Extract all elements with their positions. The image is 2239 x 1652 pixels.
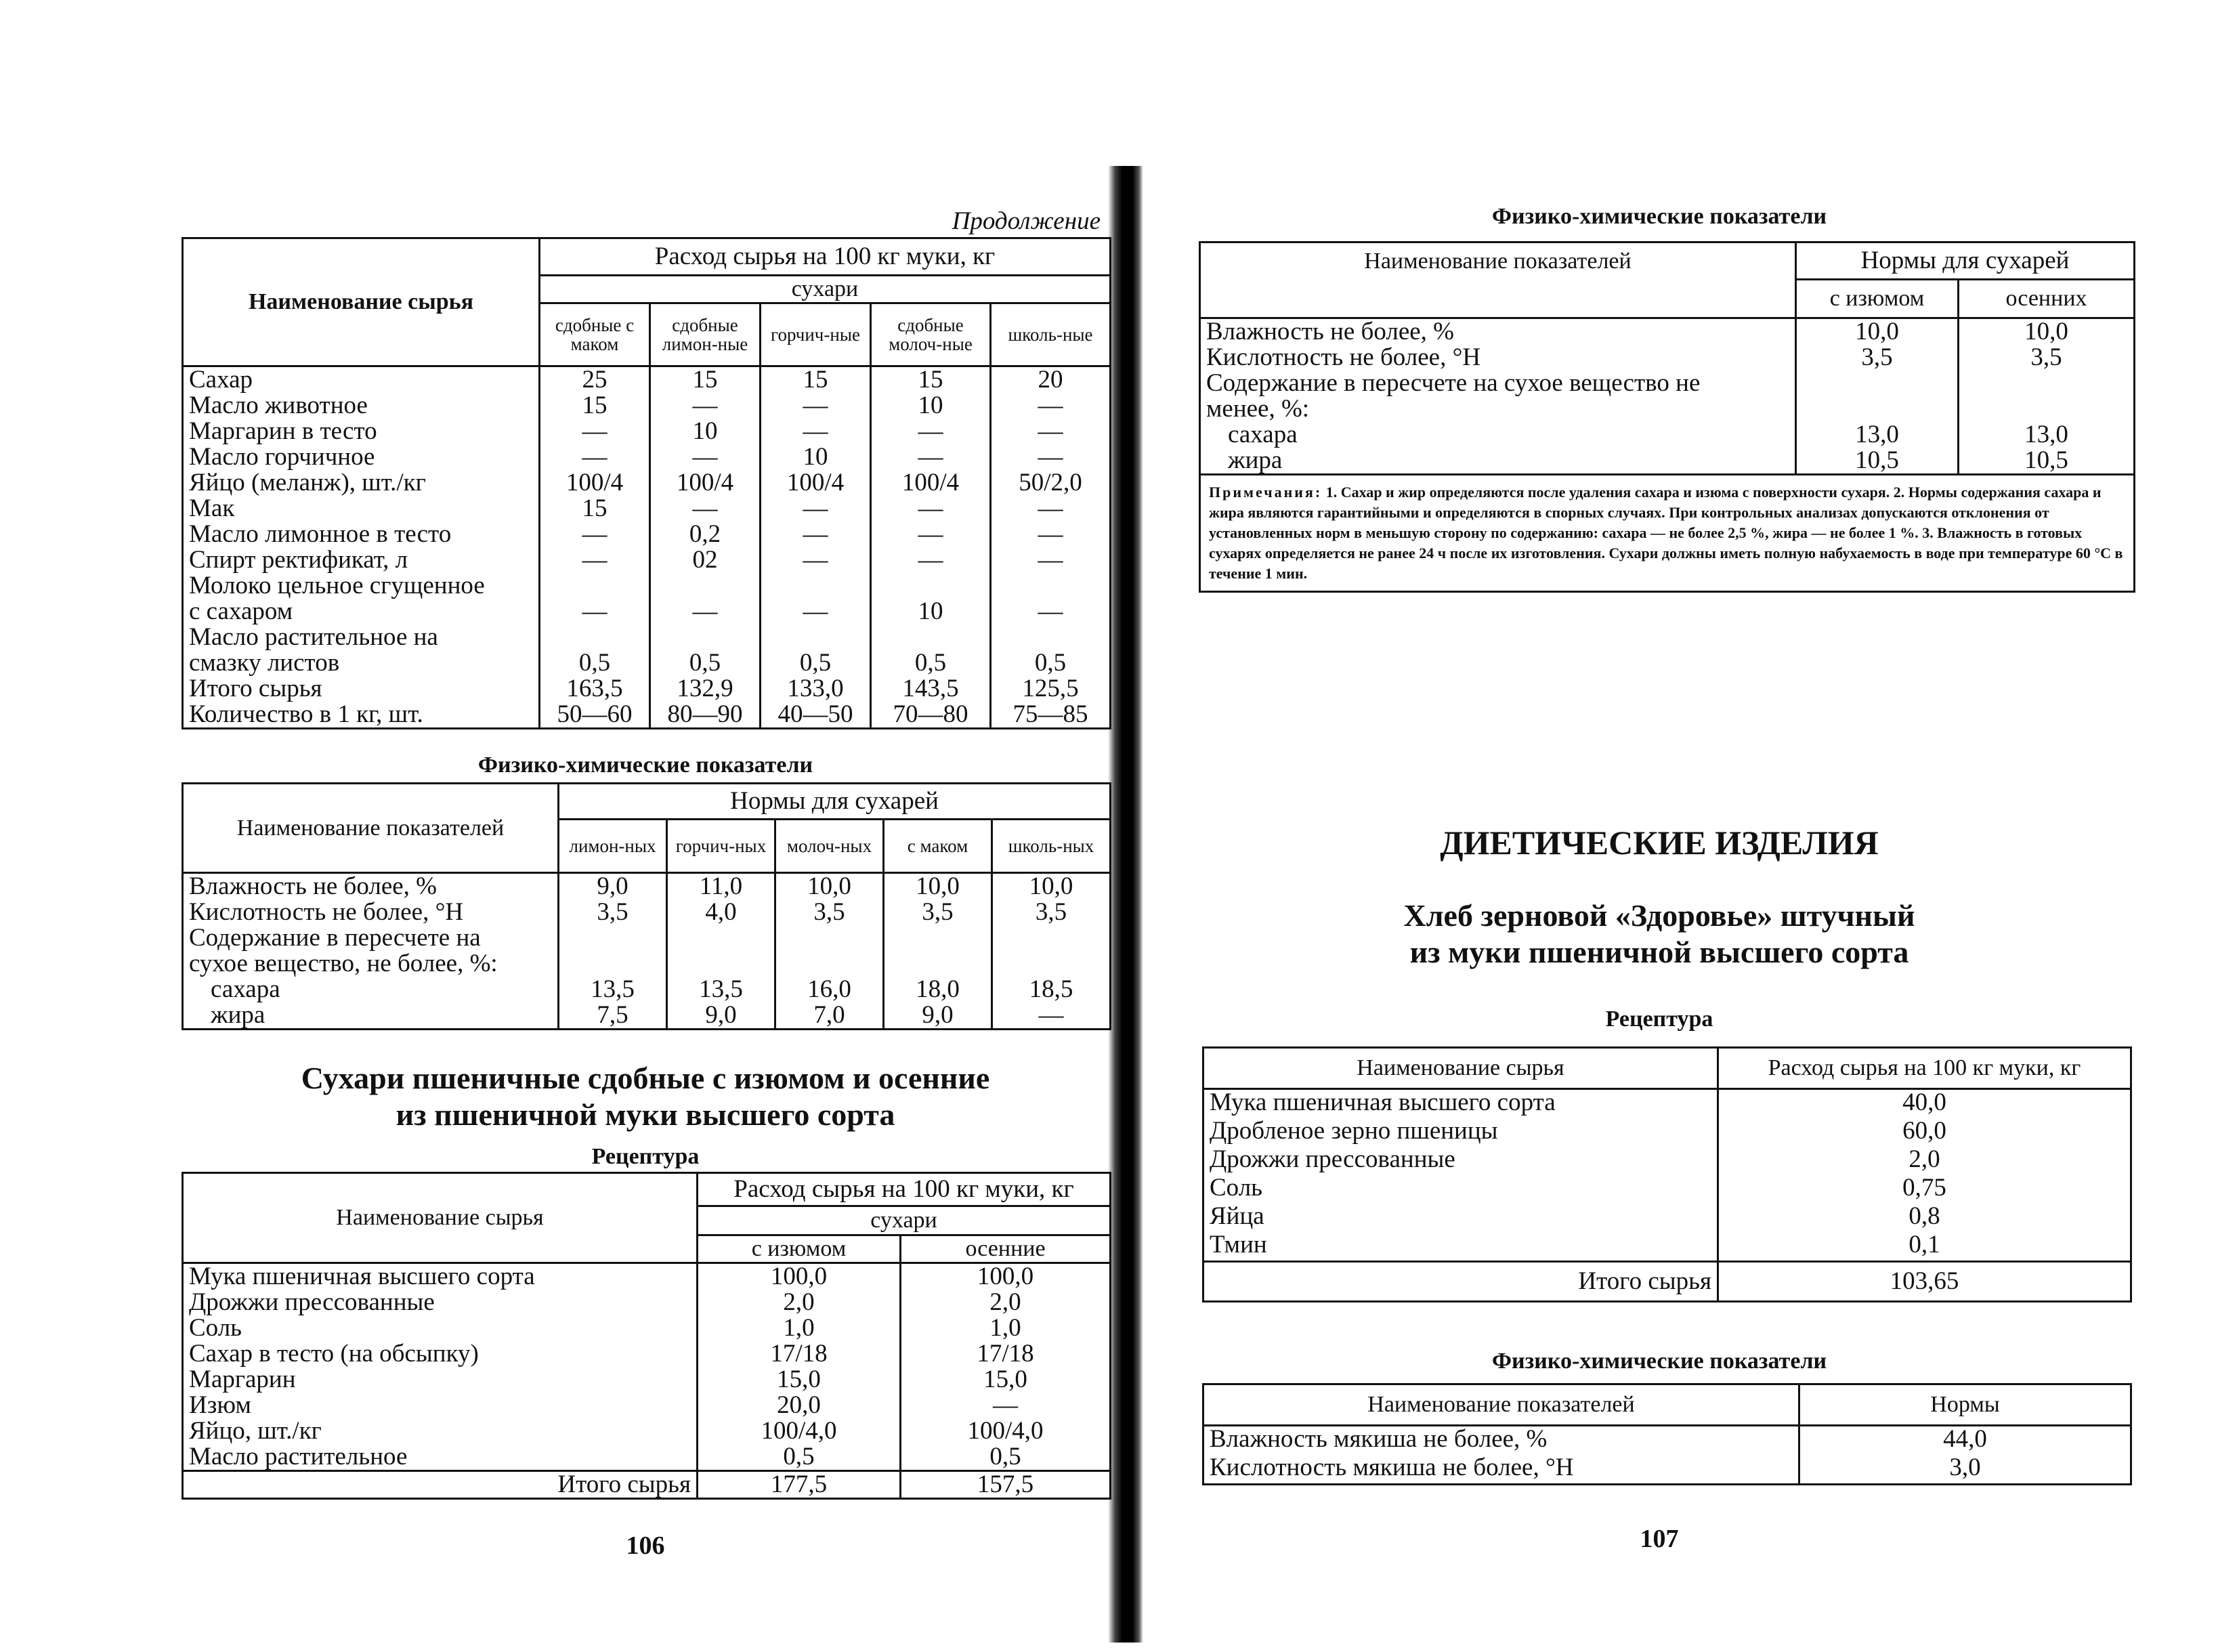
row-value: 70—80 [871, 702, 991, 729]
table-row [183, 650, 1111, 676]
row-value: 9,0 [667, 1002, 775, 1030]
table-row [183, 366, 1111, 394]
row-label: Дрожжи прессованные [183, 1290, 698, 1315]
row-value [540, 573, 650, 599]
row-value: 7,5 [559, 1002, 667, 1030]
row-value: 15,0 [698, 1367, 901, 1393]
row-value: 3,5 [992, 899, 1111, 925]
row-value [775, 925, 884, 951]
continuation-label: Продолжение [952, 207, 1101, 235]
row-label: Молоко цельное сгущенное [183, 573, 540, 599]
col-header-norms: Нормы для сухарей [559, 784, 1111, 820]
row-value: 100/4 [761, 470, 871, 496]
col-header-name: Наименование сырья [1203, 1048, 1718, 1089]
row-value: 132,9 [650, 676, 761, 702]
col-header-group: сухари [698, 1206, 1111, 1235]
table-row [183, 573, 1111, 599]
table-row [183, 951, 1111, 977]
row-value: 13,0 [1796, 422, 1959, 448]
phys-chem-table-top [1199, 241, 2133, 593]
heading-line-1: Сухари пшеничные сдобные с изюмом и осенние [301, 1061, 990, 1095]
row-value: 0,5 [650, 650, 761, 676]
row-value: 143,5 [871, 676, 991, 702]
row-value: 10,5 [1959, 448, 2135, 475]
row-label: Масло растительное [183, 1444, 698, 1471]
row-label: Кислотность не более, °Н [1200, 345, 1796, 370]
table-row [183, 1315, 1111, 1341]
row-value: 50—60 [540, 702, 650, 729]
table-row [183, 393, 1111, 419]
table-row [1203, 1232, 2131, 1262]
row-label: Яйцо, шт./кг [183, 1418, 698, 1444]
row-value: — [540, 547, 650, 573]
table-row [183, 599, 1111, 624]
row-value: 10 [871, 599, 991, 624]
row-value: 75—85 [991, 702, 1111, 729]
row-value: 125,5 [991, 676, 1111, 702]
col-header-group: сухари [540, 276, 1111, 303]
row-value: 9,0 [884, 1002, 992, 1030]
product-title [1192, 897, 2127, 971]
notes [1200, 475, 2135, 592]
row-value: 2,0 [698, 1290, 901, 1315]
row-label: Маргарин в тесто [183, 419, 540, 444]
row-value: 100/4 [650, 470, 761, 496]
row-value: 9,0 [559, 873, 667, 900]
row-value: 0,5 [871, 650, 991, 676]
table-row [1203, 1118, 2131, 1147]
table-row [183, 1341, 1111, 1367]
row-value [991, 624, 1111, 650]
row-value: 17/18 [698, 1341, 901, 1367]
row-label: Масло растительное на [183, 624, 540, 650]
row-label: Сахар в тесто (на обсыпку) [183, 1341, 698, 1367]
recipe-label: Рецептура [591, 1144, 700, 1169]
row-value: — [901, 1393, 1111, 1418]
row-value: 16,0 [775, 977, 884, 1002]
total-value: 157,5 [901, 1471, 1111, 1499]
row-value: — [650, 444, 761, 470]
row-label: Масло животное [183, 393, 540, 419]
phys-chem-title-1: Физико-химические показатели [477, 753, 813, 778]
row-label: жира [1200, 448, 1796, 475]
row-value: — [991, 599, 1111, 624]
row-label: Итого сырья [183, 676, 540, 702]
row-value: 3,0 [1799, 1455, 2131, 1485]
table-row [183, 547, 1111, 573]
table-row [183, 444, 1111, 470]
table-row [183, 977, 1111, 1002]
row-label: Дрожжи прессованные [1203, 1147, 1718, 1175]
row-value: — [991, 444, 1111, 470]
row-value: 3,5 [884, 899, 992, 925]
row-value [1959, 396, 2135, 422]
row-label: Мак [183, 496, 540, 522]
total-value: 177,5 [698, 1471, 901, 1499]
notes-text: 1. Сахар и жир определяются после удаления сахара и изюма с поверхности сухаря. 2. Нормы содержания сахара и жира являются гарантийными и определяются в спорных случаях. При контрольных анализах допускаются отклонения от установленных норм в меньшую сторону по содержанию: сахара — не более 2,5 %, жира — не более 1 %. 3. Влажность в готовых сухарях определяется не ранее 24 ч после их изготовления. Сухари должны иметь полную набухаемость в воде при температуре 60 °С в течение 1 мин. [1209, 484, 2123, 582]
row-value: 1,0 [901, 1315, 1111, 1341]
row-label: Кислотность мякиша не более, °Н [1203, 1455, 1799, 1485]
ingredients-table-1 [182, 237, 1109, 729]
table-row [1200, 422, 2135, 448]
row-value: — [871, 547, 991, 573]
row-label: менее, %: [1200, 396, 1796, 422]
total-label: Итого сырья [1203, 1262, 1718, 1302]
row-value: 13,5 [667, 977, 775, 1002]
col-header-expense: Расход сырья на 100 кг муки, кг [540, 238, 1111, 276]
row-value: 133,0 [761, 676, 871, 702]
row-label: Тмин [1203, 1232, 1718, 1262]
page-107 [1111, 0, 2239, 1652]
heading-line-2: из пшеничной муки высшего сорта [396, 1097, 895, 1132]
col-header-sub: молоч-ных [775, 820, 884, 873]
table-row [183, 925, 1111, 951]
row-value: — [991, 419, 1111, 444]
col-header-name: Наименование сырья [183, 1173, 698, 1263]
product-title-line-1: Хлеб зерновой «Здоровье» штучный [1403, 898, 1915, 933]
row-value: 3,5 [559, 899, 667, 925]
table-row [1200, 370, 2135, 396]
table-row [183, 624, 1111, 650]
col-header-sub: сдобные с маком [540, 303, 650, 366]
col-header-autumn: осенние [901, 1235, 1111, 1263]
table-row [183, 873, 1111, 900]
col-header-raisin: с изюмом [698, 1235, 901, 1263]
row-value: — [871, 522, 991, 547]
row-label: Яйца [1203, 1204, 1718, 1232]
table-row [183, 1367, 1111, 1393]
row-value [650, 624, 761, 650]
table-row [1203, 1147, 2131, 1175]
row-value [775, 951, 884, 977]
row-value: 100/4,0 [901, 1418, 1111, 1444]
row-value: 100,0 [698, 1263, 901, 1290]
col-header-indicators: Наименование показателей [1203, 1384, 1799, 1426]
row-label: Влажность не более, % [183, 873, 559, 900]
col-header-raisin: с изюмом [1796, 280, 1959, 318]
row-value: — [540, 599, 650, 624]
product-title-line-2: из муки пшеничной высшего сорта [1409, 935, 1909, 969]
row-value: 15 [540, 496, 650, 522]
table-row [1200, 345, 2135, 370]
row-value: 15 [871, 366, 991, 394]
row-value: 10 [761, 444, 871, 470]
row-value: 02 [650, 547, 761, 573]
row-value [1959, 370, 2135, 396]
phys-chem-title-top: Физико-химические показатели [1491, 204, 1827, 229]
table-row [183, 1444, 1111, 1471]
row-value: — [991, 547, 1111, 573]
row-label: Яйцо (меланж), шт./кг [183, 470, 540, 496]
table-row [1200, 396, 2135, 422]
row-value: 15,0 [901, 1367, 1111, 1393]
row-value: 3,5 [1959, 345, 2135, 370]
row-value: — [761, 419, 871, 444]
table-row [1203, 1089, 2131, 1119]
row-value: 10,5 [1796, 448, 1959, 475]
row-value: 10 [871, 393, 991, 419]
row-label: Масло лимонное в тесто [183, 522, 540, 547]
table-row [183, 1263, 1111, 1290]
row-value: 0,5 [698, 1444, 901, 1471]
table-row [1203, 1204, 2131, 1232]
row-value: 0,2 [650, 522, 761, 547]
row-label: сахара [183, 977, 559, 1002]
row-value [540, 624, 650, 650]
row-value: 18,5 [992, 977, 1111, 1002]
row-value: 100,0 [901, 1263, 1111, 1290]
row-value [871, 624, 991, 650]
row-value: 13,5 [559, 977, 667, 1002]
col-header-sub: школь-ных [992, 820, 1111, 873]
table-row [183, 419, 1111, 444]
row-label: Маргарин [183, 1367, 698, 1393]
col-header-indicators: Наименование показателей [183, 784, 559, 873]
row-value: — [871, 444, 991, 470]
row-value [761, 573, 871, 599]
row-value: — [992, 1002, 1111, 1030]
row-value: 10,0 [1796, 318, 1959, 345]
row-value: 13,0 [1959, 422, 2135, 448]
row-value: 7,0 [775, 1002, 884, 1030]
row-value: 100/4 [540, 470, 650, 496]
col-header-sub: горчич-ные [761, 303, 871, 366]
row-value: 10,0 [884, 873, 992, 900]
row-value: 10,0 [775, 873, 884, 900]
row-value: — [761, 496, 871, 522]
row-value: 0,5 [901, 1444, 1111, 1471]
table-row [183, 1002, 1111, 1030]
col-header-norms: Нормы [1799, 1384, 2131, 1426]
row-value: 0,8 [1718, 1204, 2131, 1232]
row-label: Кислотность не более, °Н [183, 899, 559, 925]
table-row [183, 1418, 1111, 1444]
row-value: 11,0 [667, 873, 775, 900]
row-label: Содержание в пересчете на сухое вещество не [1200, 370, 1796, 396]
table-row [1203, 1426, 2131, 1456]
row-value: 10,0 [992, 873, 1111, 900]
row-label: Мука пшеничная высшего сорта [183, 1263, 698, 1290]
table-row [183, 496, 1111, 522]
col-header-expense: Расход сырья на 100 кг муки, кг [698, 1173, 1111, 1206]
row-label: Сахар [183, 366, 540, 394]
row-value: 0,75 [1718, 1175, 2131, 1204]
row-value: 18,0 [884, 977, 992, 1002]
table-row [1203, 1455, 2131, 1485]
row-value: — [871, 496, 991, 522]
row-label: жира [183, 1002, 559, 1030]
row-value: — [650, 496, 761, 522]
row-value [667, 925, 775, 951]
row-value: 4,0 [667, 899, 775, 925]
col-header-sub: лимон-ных [559, 820, 667, 873]
row-value: — [540, 522, 650, 547]
row-value [991, 573, 1111, 599]
col-header-sub: школь-ные [991, 303, 1111, 366]
table-row [183, 1290, 1111, 1315]
row-label: Дробленое зерно пшеницы [1203, 1118, 1718, 1147]
row-value: 50/2,0 [991, 470, 1111, 496]
col-header-sub: сдобные молоч-ные [871, 303, 991, 366]
row-value [992, 951, 1111, 977]
row-value [884, 925, 992, 951]
recipe-table [1202, 1046, 2130, 1302]
row-value: 25 [540, 366, 650, 394]
row-label: Количество в 1 кг, шт. [183, 702, 540, 729]
row-value: — [540, 419, 650, 444]
row-value: 0,5 [991, 650, 1111, 676]
row-value [761, 624, 871, 650]
row-value [650, 573, 761, 599]
row-label: Соль [183, 1315, 698, 1341]
row-value: 44,0 [1799, 1426, 2131, 1456]
total-value: 103,65 [1718, 1262, 2131, 1302]
table-row [183, 1393, 1111, 1418]
row-label: смазку листов [183, 650, 540, 676]
row-value: — [991, 496, 1111, 522]
row-value: 60,0 [1718, 1118, 2131, 1147]
row-value: 0,5 [761, 650, 871, 676]
row-value [871, 573, 991, 599]
page-106 [0, 0, 1111, 1652]
row-value: 10 [650, 419, 761, 444]
row-value: 3,5 [1796, 345, 1959, 370]
row-label: Соль [1203, 1175, 1718, 1204]
col-header-norms: Нормы для сухарей [1796, 242, 2135, 280]
table-row [1200, 448, 2135, 475]
phys-chem-table-1 [182, 782, 1109, 1030]
row-value [667, 951, 775, 977]
table-row [183, 522, 1111, 547]
col-header-name: Наименование сырья [183, 238, 540, 366]
row-label: Мука пшеничная высшего сорта [1203, 1089, 1718, 1119]
phys-chem-table-bottom [1202, 1383, 2130, 1485]
row-value: — [991, 393, 1111, 419]
row-value: 100/4 [871, 470, 991, 496]
total-label: Итого сырья [183, 1471, 698, 1499]
row-value: 15 [761, 366, 871, 394]
col-header-sub: с маком [884, 820, 992, 873]
page-number: 106 [626, 1531, 665, 1560]
row-value [992, 925, 1111, 951]
row-value: 10,0 [1959, 318, 2135, 345]
row-value: 163,5 [540, 676, 650, 702]
row-value: 2,0 [1718, 1147, 2131, 1175]
col-header-expense: Расход сырья на 100 кг муки, кг [1718, 1048, 2131, 1089]
row-value: 2,0 [901, 1290, 1111, 1315]
row-value: — [761, 599, 871, 624]
row-value: 1,0 [698, 1315, 901, 1341]
row-value: 17/18 [901, 1341, 1111, 1367]
row-value: — [761, 522, 871, 547]
row-label: сухое вещество, не более, %: [183, 951, 559, 977]
table-row [1203, 1175, 2131, 1204]
row-value: 80—90 [650, 702, 761, 729]
row-value: — [871, 419, 991, 444]
row-value: — [991, 522, 1111, 547]
row-label: сахара [1200, 422, 1796, 448]
row-label: Изюм [183, 1393, 698, 1418]
row-value: — [761, 393, 871, 419]
row-label: Содержание в пересчете на [183, 925, 559, 951]
row-value: — [650, 393, 761, 419]
row-label: с сахаром [183, 599, 540, 624]
row-value: 20,0 [698, 1393, 901, 1418]
table-row [183, 470, 1111, 496]
row-value [559, 925, 667, 951]
row-value: 20 [991, 366, 1111, 394]
row-value: — [761, 547, 871, 573]
table-row [183, 899, 1111, 925]
row-value: 15 [650, 366, 761, 394]
row-value: 15 [540, 393, 650, 419]
notes-label: Примечания: [1209, 484, 1323, 501]
recipe-label: Рецептура [1605, 1007, 1713, 1032]
row-value: 0,1 [1718, 1232, 2131, 1262]
row-value: — [540, 444, 650, 470]
col-header-autumn: осенних [1959, 280, 2135, 318]
row-label: Масло горчичное [183, 444, 540, 470]
row-value: 3,5 [775, 899, 884, 925]
row-label: Влажность мякиша не более, % [1203, 1426, 1799, 1456]
row-label: Влажность не более, % [1200, 318, 1796, 345]
row-value [559, 951, 667, 977]
row-value: 40—50 [761, 702, 871, 729]
row-value [1796, 396, 1959, 422]
table-row [183, 702, 1111, 729]
row-value [884, 951, 992, 977]
row-value [1796, 370, 1959, 396]
row-label: Спирт ректификат, л [183, 547, 540, 573]
section-title: ДИЕТИЧЕСКИЕ ИЗДЕЛИЯ [1440, 824, 1879, 862]
table-row [1200, 318, 2135, 345]
phys-chem-title-bottom: Физико-химические показатели [1491, 1349, 1827, 1374]
row-value: 0,5 [540, 650, 650, 676]
row-value: — [650, 599, 761, 624]
col-header-sub: горчич-ных [667, 820, 775, 873]
row-value: 40,0 [1718, 1089, 2131, 1119]
col-header-indicators: Наименование показателей [1200, 242, 1796, 318]
page-number: 107 [1640, 1525, 1679, 1553]
row-value: 100/4,0 [698, 1418, 901, 1444]
section-heading [182, 1060, 1109, 1133]
ingredients-table-2 [182, 1172, 1109, 1500]
col-header-sub: сдобные лимон-ные [650, 303, 761, 366]
table-row [183, 676, 1111, 702]
